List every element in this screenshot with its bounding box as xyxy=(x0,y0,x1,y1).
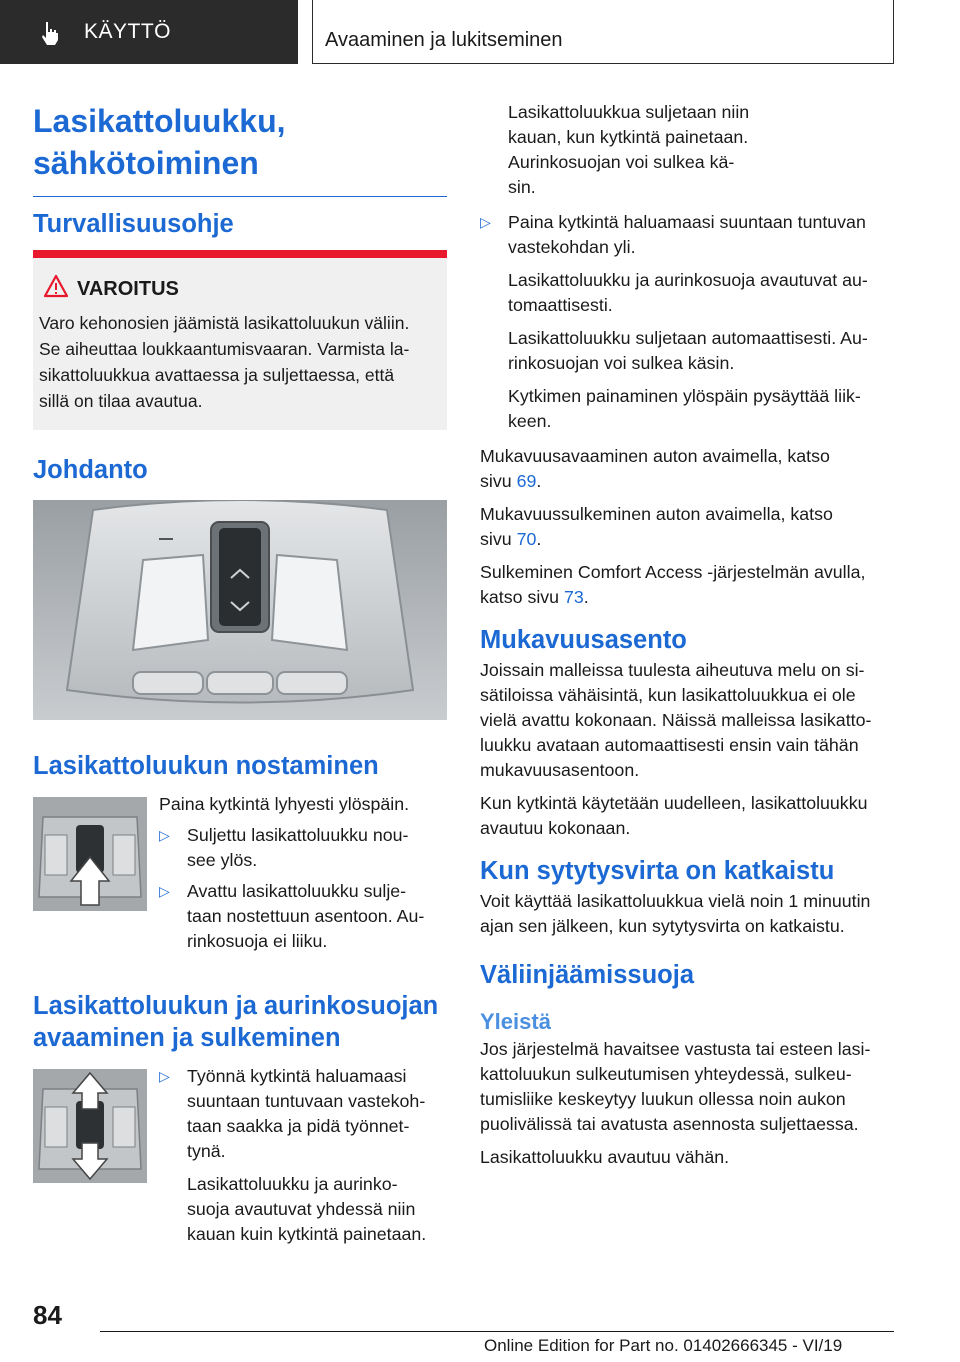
bullet-para xyxy=(508,384,898,434)
bullet-line: taan nostettuun asentoon. Au- xyxy=(187,906,425,926)
page-number: 84 xyxy=(33,1300,62,1330)
switch-push-pull-illustration xyxy=(33,1069,147,1183)
openclose-heading xyxy=(33,990,438,1054)
text-line: tumisliike keskeytyy luukun ollessa noin aukon xyxy=(480,1089,846,1109)
page-title xyxy=(33,100,447,184)
raise-bullet-1 xyxy=(159,823,449,873)
pinch-subheading: Yleistä xyxy=(480,1009,551,1034)
text-line: Mukavuusavaaminen auton avaimella, katso xyxy=(480,446,830,466)
text-line xyxy=(480,469,898,494)
edition-note: Online Edition for Part no. 01402666345 - VI/19 xyxy=(484,1336,843,1355)
ref-suffix: . xyxy=(583,587,589,607)
ignition-text xyxy=(480,889,898,939)
section-tab xyxy=(0,0,298,64)
comfort-heading: Mukavuusasento xyxy=(480,626,687,654)
bullet-line: Työnnä kytkintä haluamaasi xyxy=(187,1066,407,1086)
bullet-line: Suljettu lasikattoluukku nou- xyxy=(187,825,409,845)
topic-tab xyxy=(312,0,894,64)
pinch-heading: Väliinjäämissuoja xyxy=(480,961,695,989)
roof-switch-illustration xyxy=(33,500,447,720)
bullet-continuation xyxy=(187,1172,449,1247)
bullet-line: keen. xyxy=(508,411,552,431)
page-link[interactable]: 73 xyxy=(564,587,584,607)
raise-instruction: Paina kytkintä lyhyesti ylöspäin. xyxy=(159,794,410,814)
text-line: sin. xyxy=(508,177,536,197)
warning-box xyxy=(33,250,447,430)
text-line: mukavuusasentoon. xyxy=(480,760,640,780)
page-link[interactable]: 70 xyxy=(516,529,537,549)
warning-line: Varo kehonosien jäämistä lasikattoluukun väliin. xyxy=(39,313,410,333)
text-line: Joissain malleissa tuulesta aiheutuva melu on si- xyxy=(480,660,865,680)
text-line: ajan sen jälkeen, kun sytytysvirta on katkaistu. xyxy=(480,916,845,936)
bullet-continuation-top xyxy=(480,100,898,200)
pinch-last: Lasikattoluukku avautuu vähän. xyxy=(480,1147,730,1167)
raise-heading: Lasikattoluukun nostaminen xyxy=(33,752,379,780)
hand-pointer-icon xyxy=(38,20,64,46)
heading-line: Lasikattoluukun ja aurinkosuojan xyxy=(33,992,439,1020)
comfort-text-2 xyxy=(480,791,898,841)
bullet-line: taan saakka ja pidä työnnet- xyxy=(187,1116,410,1136)
switch-up-diagram xyxy=(33,797,147,911)
heading-line: avaaminen ja sulkeminen xyxy=(33,1024,341,1052)
bullet-line: Kytkimen painaminen ylöspäin pysäyttää liik- xyxy=(508,386,861,406)
bullet-line: rinkosuoja ei liiku. xyxy=(187,931,328,951)
bullet-line: tynä. xyxy=(187,1141,226,1161)
warning-stripe xyxy=(33,250,447,258)
raise-content xyxy=(159,792,449,954)
bullet-line: suuntaan tuntuvaan vastekoh- xyxy=(187,1091,426,1111)
bullet-line: Lasikattoluukku ja aurinko- xyxy=(187,1174,398,1194)
warning-label: VAROITUS xyxy=(77,278,179,300)
bullet-line: Lasikattoluukku ja aurinkosuoja avautuvat au- xyxy=(508,270,868,290)
bullet-arrow-icon: ▷ xyxy=(480,214,491,230)
bullet-line: see ylös. xyxy=(187,850,258,870)
ref-prefix: sivu xyxy=(480,529,517,549)
footer-rule xyxy=(100,1331,894,1332)
reference-3 xyxy=(480,560,898,610)
bullet-arrow-icon: ▷ xyxy=(159,1068,170,1084)
bullet-line: Lasikattoluukku suljetaan automaattisesti. Au- xyxy=(508,328,868,348)
text-line: luukku avataan automaattisesti ensin vain tähän xyxy=(480,735,859,755)
openclose-bullet-1 xyxy=(159,1064,449,1247)
text-line: Kun kytkintä käytetään uudelleen, lasikattoluukku xyxy=(480,793,868,813)
reference-2 xyxy=(480,502,898,552)
text-line: Lasikattoluukkua suljetaan niin xyxy=(508,102,750,122)
text-line: Sulkeminen Comfort Access -järjestelmän avulla, xyxy=(480,562,866,582)
text-line: Aurinkosuojan voi sulkea kä- xyxy=(508,152,735,172)
section-label: KÄYTTÖ xyxy=(84,20,172,43)
intro-heading: Johdanto xyxy=(33,456,148,484)
bullet-arrow-icon: ▷ xyxy=(159,827,170,843)
warning-line: Se aiheuttaa loukkaantumisvaaran. Varmista la- xyxy=(39,339,410,359)
pinch-text xyxy=(480,1037,898,1137)
press-bullet xyxy=(480,210,898,434)
bullet-para xyxy=(508,326,898,376)
reference-1 xyxy=(480,444,898,494)
bullet-para xyxy=(508,268,898,318)
switch-updown-diagram xyxy=(33,1069,147,1183)
raise-bullet-2 xyxy=(159,879,449,954)
bullet-line: kauan kuin kytkintä painetaan. xyxy=(187,1224,427,1244)
bullet-arrow-icon: ▷ xyxy=(159,883,170,899)
bullet-line: rinkosuojan voi sulkea käsin. xyxy=(508,353,735,373)
safety-heading: Turvallisuusohje xyxy=(33,210,234,238)
left-column xyxy=(33,100,447,1244)
switch-push-up-illustration xyxy=(33,797,147,911)
text-line: kauan, kun kytkintä painetaan. xyxy=(508,127,749,147)
text-line: Voit käyttää lasikattoluukkua vielä noin 1 minuutin xyxy=(480,891,871,911)
text-line: sätiloissa vähäisintä, kun lasikattoluukkua ei ole xyxy=(480,685,856,705)
bullet-line: Paina kytkintä haluamaasi suuntaan tuntuvan xyxy=(508,212,866,232)
text-line: kattoluukun sulkeutumisen yhteydessä, sulkeu- xyxy=(480,1064,852,1084)
page-link[interactable]: 69 xyxy=(516,471,537,491)
title-rule xyxy=(33,196,447,197)
text-line: Jos järjestelmä havaitsee vastusta tai esteen lasi- xyxy=(480,1039,871,1059)
text-line xyxy=(480,585,898,610)
bullet-line: tomaattisesti. xyxy=(508,295,613,315)
ref-prefix: sivu xyxy=(480,471,517,491)
page-header xyxy=(0,0,960,66)
warning-triangle-icon xyxy=(43,274,69,298)
text-line: vielä avattu kokonaan. Näissä malleissa lasikatto- xyxy=(480,710,872,730)
warning-text xyxy=(39,310,443,414)
text-line xyxy=(480,527,898,552)
right-column xyxy=(480,100,898,1170)
warning-line: sillä on tilaa avautua. xyxy=(39,391,203,411)
ref-suffix: . xyxy=(536,529,542,549)
title-line-2: sähkötoiminen xyxy=(33,145,259,181)
topic-label: Avaaminen ja lukitseminen xyxy=(325,29,563,51)
openclose-content xyxy=(159,1064,449,1247)
text-line: avautuu kokonaan. xyxy=(480,818,631,838)
ignition-heading: Kun sytytysvirta on katkaistu xyxy=(480,857,835,885)
ref-suffix: . xyxy=(536,471,542,491)
bullet-line: vastekohdan yli. xyxy=(508,237,636,257)
text-line: Mukavuussulkeminen auton avaimella, katso xyxy=(480,504,833,524)
title-line-1: Lasikattoluukku, xyxy=(33,103,286,139)
ref-prefix: katso sivu xyxy=(480,587,565,607)
bullet-line: suoja avautuvat yhdessä niin xyxy=(187,1199,416,1219)
bullet-line: Avattu lasikattoluukku sulje- xyxy=(187,881,407,901)
text-line: puolivälissä tai avatusta asennosta suljettaessa. xyxy=(480,1114,859,1134)
roof-switch-photo xyxy=(33,500,447,720)
warning-line: sikattoluukkua avattaessa ja suljettaessa, että xyxy=(39,365,395,385)
comfort-text xyxy=(480,658,898,783)
